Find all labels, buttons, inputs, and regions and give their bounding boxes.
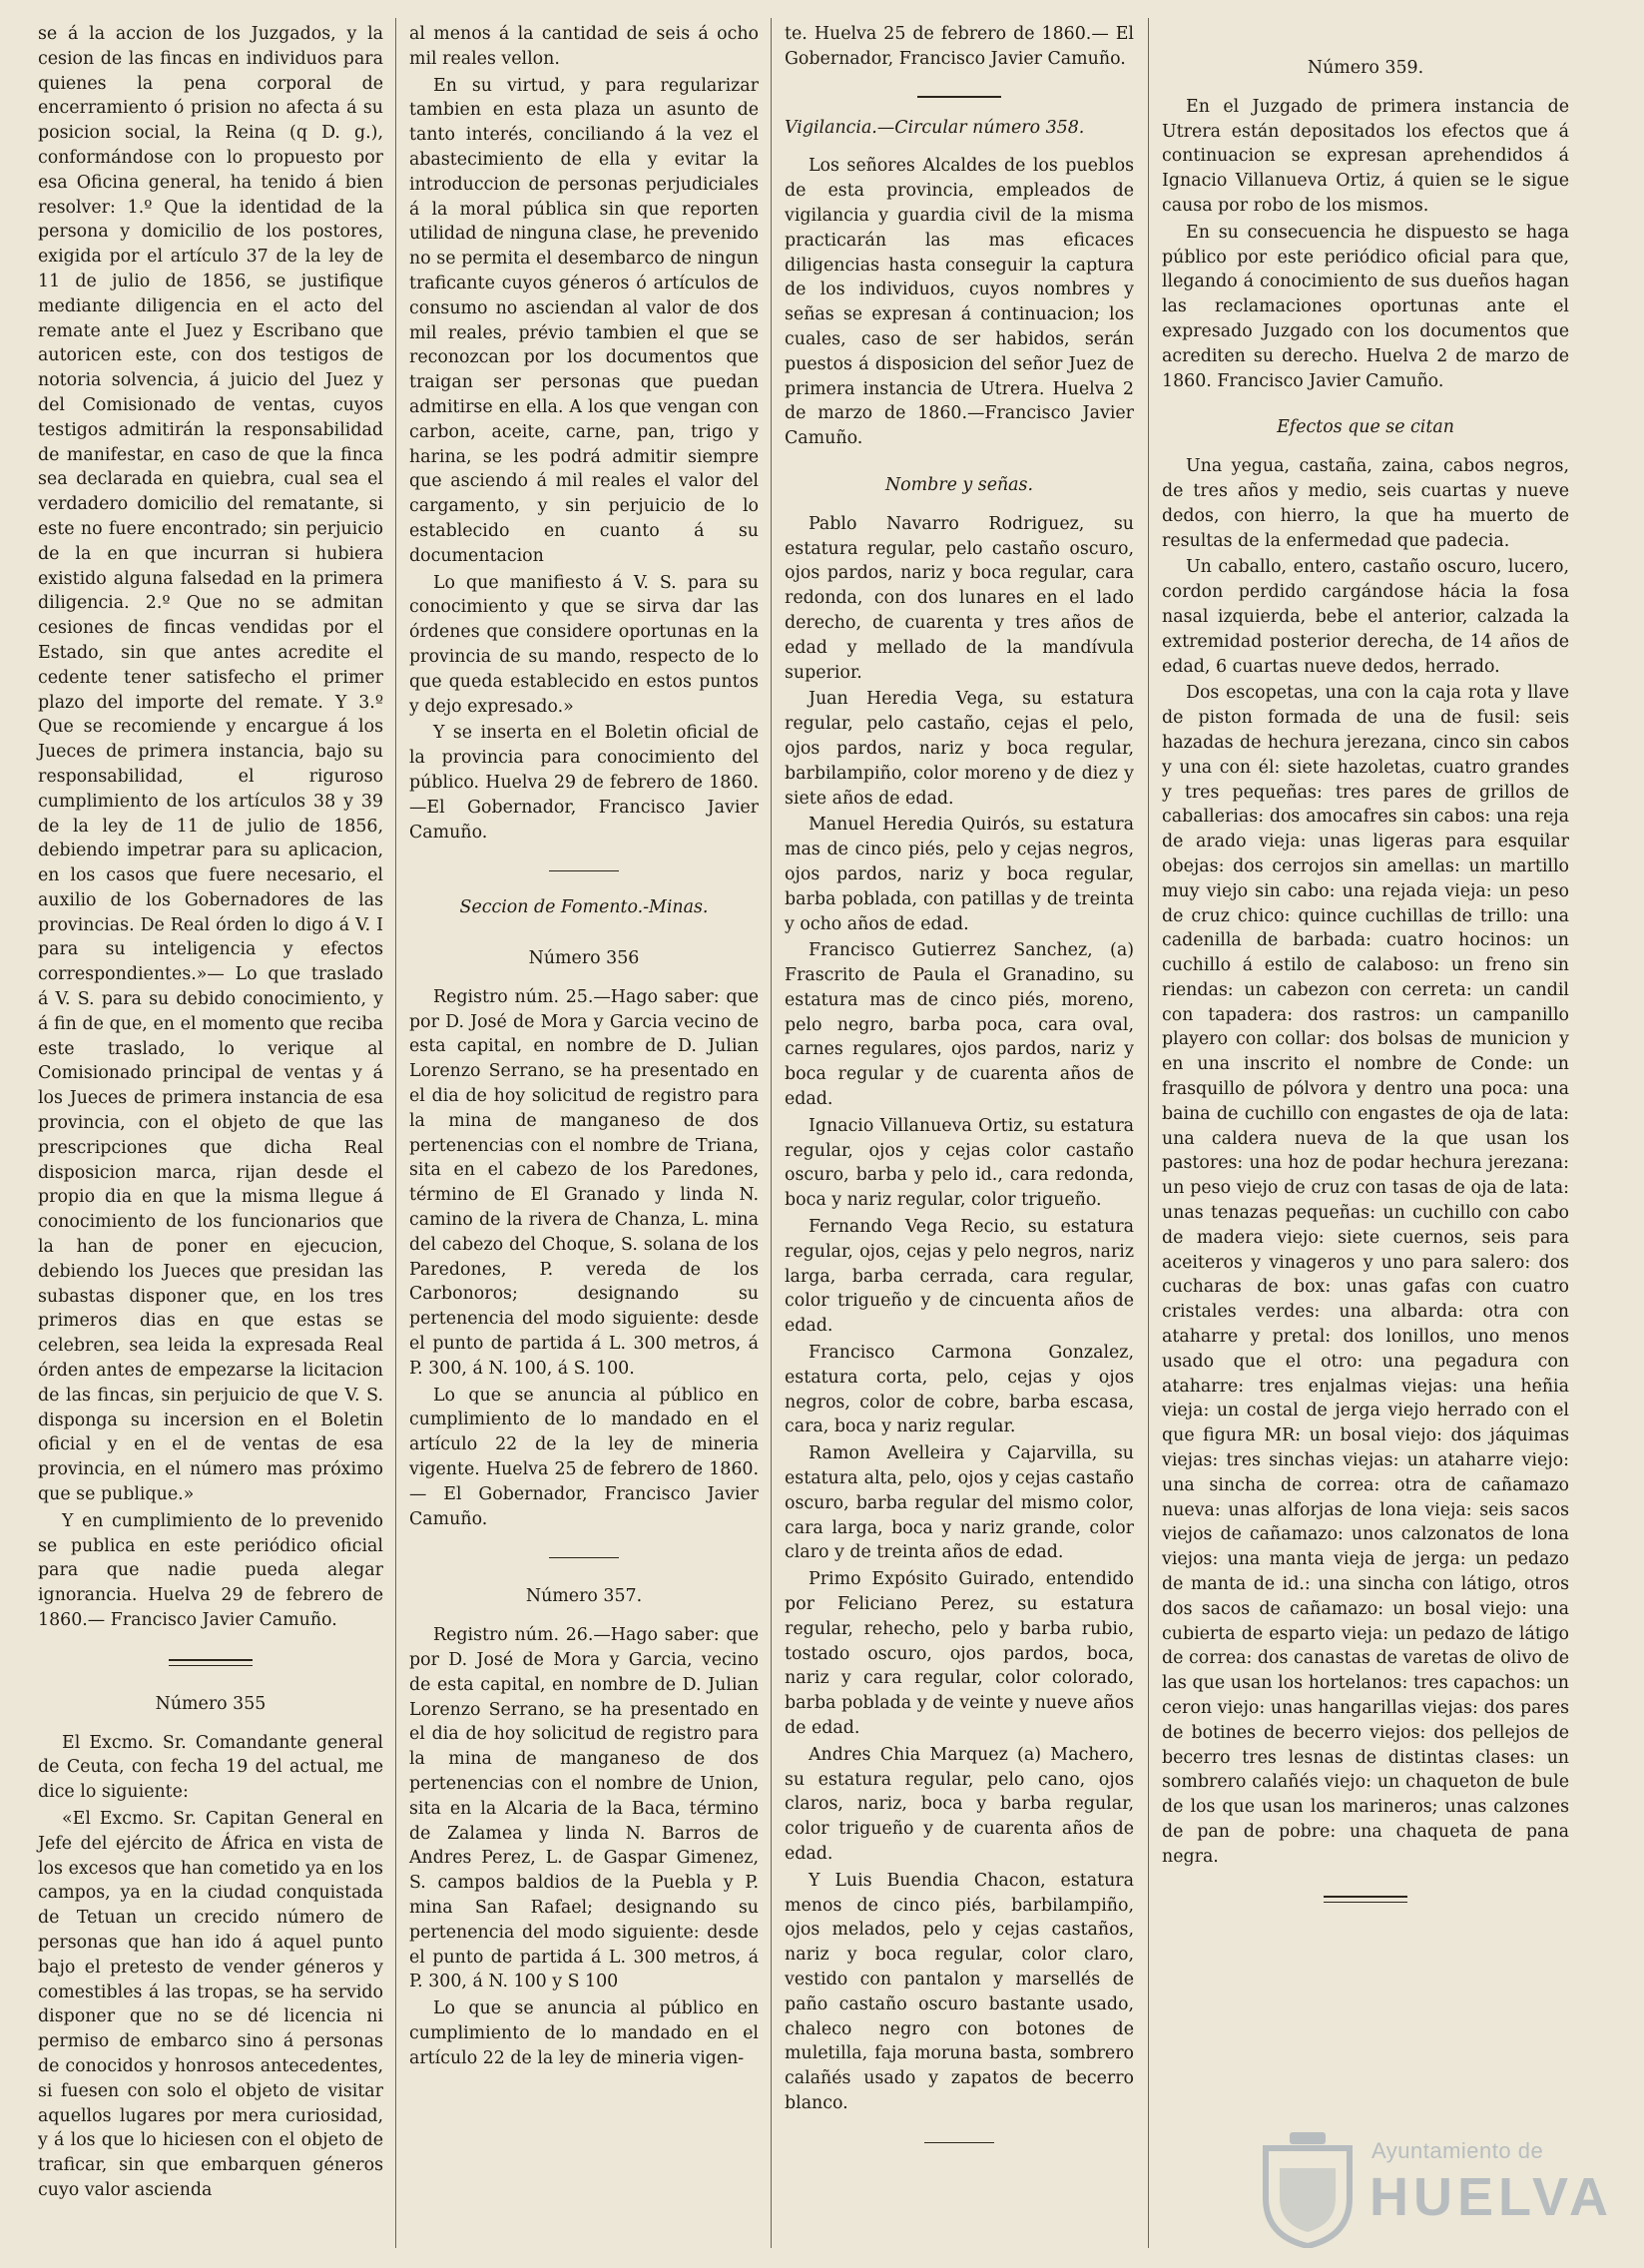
section-title: Vigilancia.—Circular número 358.	[785, 117, 1085, 138]
column-3	[785, 22, 1134, 2167]
article-paragraph: En su consecuencia he dispuesto se haga público por este periódico oficial para que, llegando á conocimiento de sus dueños hagan las reclamaciones oportunas ante el expresado Juzgado con los documentos que acrediten su derecho. Huelva 2 de marzo de 1860. Francisco Javier Camuño.	[1162, 222, 1569, 391]
column-divider	[1148, 18, 1149, 2248]
column-divider	[395, 18, 396, 2248]
article-paragraph: Lo que se anuncia al público en cumplimiento de lo mandado en el artículo 22 de la ley de mineria vigente. Huelva 25 de febrero de 1860.— El Gobernador, Francisco Javier Camuño.	[409, 1385, 759, 1529]
column-1	[38, 22, 383, 2205]
separator	[1324, 1896, 1407, 1903]
section-heading: Número 355	[155, 1693, 267, 1714]
list-item: Francisco Gutierrez Sanchez, (a) Frascrito de Paula el Granadino, su estatura mas de cinco piés, moreno, pelo negro, barba poca, cara oval, carnes regulares, ojos pardos, nariz y boca regular y de cuarenta años de edad.	[785, 940, 1134, 1110]
list-item: Dos escopetas, una con la caja rota y llave de piston formada de una de fusil: seis hazadas de hechura jerezana, cinco sin cabos y una con él: siete hazoletas, cuatro grandes y tres pequeñas: tres pares de grillos de caballerias: dos amocafres sin cabos: una reja de arado vieja: unas ligeras para esquilar obejas: dos cerrojos sin amellas: un martillo muy viejo sin cabo: una rejada vieja: un peso de cruz chico: quince cuchillas de trillo: una cadenilla de barbada: cuatro hocinos: un cuchillo á estilo de calaboso: un freno sin riendas: un cabezon con cerreta: un candil con tapadera: dos rastros: un campanillo playero con collar: dos bolsas de municion y en una inscrito el nombre de Conde: un frasquillo de pólvora y dentro una poca: una baina de cuchillo con engastes de oja de lata: una caldera nueva de la que usan los pastores: una hoz de podar hechura jerezana: un peso viejo de cruz con tasas de oja de lata: unas tenazas pequeñas: un cuchillo con cabo de madera viejo: siete cuernos, seis para aceiteros y vinageros y uno para salero: dos cucharas de box: unas gafas con cuatro cristales verdes: una albarda: otra con ataharre y pretal: dos lonillos, uno menos usado que el otro: una pegadura con ataharre: tres enjalmas viejas: una heñia vieja: un costal de jerga viejo herrado con el que figura MR: un bosal viejo: dos jáquimas viejas: tres sinchas viejas: un ataharre viejo: una sincha de correa: otra de cañamazo nueva: unas alforjas de lona vieja: seis sacos viejos de cañamazo: unos calzonatos de lona viejos: una manta vieja de jerga: un pedazo de manta de id.: una sincha con látigo, otros dos sacos de cañamazo: un bosal viejo: una cubierta de esparto vieja: un pedazo de látigo de correa: dos canastas de varetas de olivo de las que usan los hortelanos: tres capachos: un ceron viejo: unas hangarillas viejas: dos pares de botines de becerro viejos: dos pellejos de becerro tres lesnas de distintas clases: un sombrero calañés viejo: un chaqueton de bule de los que usan los marineros; unas calzones de pan de pobre: una chaqueta de pana negra.	[1162, 683, 1569, 1867]
article-paragraph: Registro núm. 25.—Hago saber: que por D. José de Mora y Garcia vecino de esta capital, en nombre de D. Julian Lorenzo Serrano, se ha presentado en el dia de hoy solicitud de registro para la mina de manganeso de dos pertenencias con el nombre de Triana, sita en el cabezo de los Paredones, término de El Granado y linda N. camino de la rivera de Chanza, L. mina del cabezo del Choque, S. solana de los Paredones, P. vereda de los Carbonoros; designando su pertenencia del modo siguiente: desde el punto de partida á L. 300 metros, á P. 300, á N. 100, á S. 100.	[409, 986, 759, 1379]
article-paragraph: Y se inserta en el Boletin oficial de la provincia para conocimiento del público. Huelva 29 de febrero de 1860. —El Gobernador, Francisco Javier Camuño.	[409, 723, 759, 843]
article-paragraph: Registro núm. 26.—Hago saber: que por D. José de Mora y Garcia, vecino de esta capital, en nombre de D. Julian Lorenzo Serrano, se ha presentado en el dia de hoy solicitud de registro para la mina de manganeso de dos pertenencias con el nombre de Union, sita en la Alcaria de la Baca, término de Zalamea y linda N. Barros de Andres Perez, L. de Gaspar Gimenez, S. campos baldios de la Puebla y P. mina San Rafael; designando su pertenencia del modo siguiente: desde el punto de partida á L. 300 metros, á P. 300, á N. 100 y S 100	[409, 1625, 759, 1992]
list-item: Ramon Avelleira y Cajarvilla, su estatura alta, pelo, ojos y cejas castaño oscuro, barba regular del mismo color, cara larga, boca y nariz grande, color claro y de treinta años de edad.	[785, 1443, 1134, 1563]
ayuntamiento-logo	[1260, 2128, 1613, 2254]
section-title: Seccion de Fomento.-Minas.	[459, 897, 709, 918]
article-paragraph: Los señores Alcaldes de los pueblos de esta provincia, empleados de vigilancia y guardia civil de la misma practicarán las mas eficaces diligencias hasta conseguir la captura de los individuos, cuyos nombres y señas se expresan á continuacion; los cuales, caso de ser habidos, serán puestos á disposicion del señor Juez de primera instancia de Utrera. Huelva 2 de marzo de 1860.—Francisco Javier Camuño.	[785, 156, 1134, 449]
article-paragraph: En su virtud, y para regularizar tambien en esta plaza un asunto de tanto interés, conciliando á la vez el abastecimiento de ella y evitar la introduccion de personas perjudiciales á la moral pública sin que reporten utilidad de ninguna clase, he prevenido no se permita el desembarco de ningun traficante cuyos géneros ó artículos de consumo no asciendan al valor de dos mil reales, prévio tambien el que se reconozcan por los documentos que traigan ser personas que puedan admitirse en ella. A los que vengan con carbon, aceite, carne, pan, trigo y harina, se les podrá admitir siempre que asciendo á mil reales el valor del cargamento, y sin perjuicio de lo establecido en cuanto á su documentacion	[409, 75, 759, 566]
article-paragraph: Lo que se anuncia al público en cumplimiento de lo mandado en el artículo 22 de la ley de mineria vigen-	[409, 1998, 759, 2068]
separator	[549, 870, 619, 871]
column-4	[1162, 22, 1569, 1923]
column-2	[409, 22, 759, 2073]
separator	[917, 96, 1001, 98]
article-paragraph: «El Excmo. Sr. Capitan General en Jefe del ejército de África en vista de los excesos que han cometido ya en los campos, ya en la ciudad conquistada de Tetuan un crecido número de personas que han ido á aquel punto bajo el pretesto de vender géneros y comestibles á las tropas, se ha servido disponer que no se dé licencia ni permiso de embarco sino á personas de conocidos y honrosos antecedentes, si fuesen con solo el objeto de visitar aquellos lugares por mera curiosidad, y á los que lo hiciesen con el objeto de traficar, sin que embarquen géneros cuyo valor ascienda	[38, 1808, 383, 2200]
article-paragraph: al menos á la cantidad de seis á ocho mil reales vellon.	[409, 24, 759, 69]
list-item: Un caballo, entero, castaño oscuro, lucero, cordon perdido cargándose hácia la fosa nasal izquierda, bebe el anterior, calzada la extremidad posterior derecha, de 14 años de edad, 6 cuartas nueve dedos, herrado.	[1162, 557, 1569, 677]
list-item: Andres Chia Marquez (a) Machero, su estatura regular, pelo cano, ojos claros, nariz, boca y barba regular, color trigueño y de cuarenta años de edad.	[785, 1744, 1134, 1864]
article-paragraph: Y en cumplimiento de lo prevenido se publica en este periódico oficial para que nadie pueda alegar ignorancia. Huelva 29 de febrero de 1860.— Francisco Javier Camuño.	[38, 1510, 383, 1630]
list-item: Una yegua, castaña, zaina, cabos negros, de tres años y medio, seis cuartas y nueve dedos, con hierro, la que ha muerto de resultas de la enfermedad que padecia.	[1162, 456, 1569, 551]
section-heading: Número 359.	[1307, 58, 1424, 78]
list-item: Pablo Navarro Rodriguez, su estatura regular, pelo castaño oscuro, ojos pardos, nariz y boca regular, cara redonda, con dos lunares en el lado derecho, de cuarenta y tres años de edad y mellado de la mandívula superior.	[785, 513, 1134, 683]
list-item: Francisco Carmona Gonzalez, estatura corta, pelo, cejas y ojos negros, color de cobre, barba escasa, cara, boca y nariz regular.	[785, 1343, 1134, 1437]
column-divider	[771, 18, 772, 2248]
watermark-title: HUELVA	[1370, 2167, 1613, 2227]
list-item: Juan Heredia Vega, su estatura regular, pelo castaño, cejas el pelo, ojos pardos, nariz y boca regular, barbilampiño, color moreno y de diez y siete años de edad.	[785, 689, 1134, 809]
list-item: Fernando Vega Recio, su estatura regular, ojos, cejas y pelo negros, nariz larga, barba cerrada, cara regular, color trigueño y de cincuenta años de edad.	[785, 1217, 1134, 1337]
list-item: Primo Expósito Guirado, entendido por Feliciano Perez, su estatura regular, rehecho, pelo y barba rubio, tostado oscuro, ojos pardos, boca, nariz y cara regular, color colorado, barba poblada y de veinte y nueve años de edad.	[785, 1569, 1134, 1738]
list-item: Ignacio Villanueva Ortiz, su estatura regular, ojos y cejas color castaño oscuro, barba y pelo id., cara redonda, boca y nariz regular, color trigueño.	[785, 1115, 1134, 1211]
article-paragraph: Lo que manifiesto á V. S. para su conocimiento y que se sirva dar las órdenes que considere oportunas en la provincia de su mando, respecto de lo que queda establecido en estos puntos y dejo expresado.»	[409, 572, 759, 717]
list-item: Y Luis Buendia Chacon, estatura menos de cinco piés, barbilampiño, ojos melados, pelo y cejas castaños, nariz y boca regular, color claro, vestido con pantalon y marsellés de paño castaño oscuro bastante usado, chaleco negro con botones de muletilla, faja moruna basta, sombrero calañés usado y zapatos de becerro blanco.	[785, 1870, 1134, 2113]
section-heading: Número 356	[528, 948, 640, 969]
article-paragraph: El Excmo. Sr. Comandante general de Ceuta, con fecha 19 del actual, me dice lo siguiente:	[38, 1732, 383, 1803]
article-paragraph: te. Huelva 25 de febrero de 1860.— El Gobernador, Francisco Javier Camuño.	[785, 24, 1134, 69]
separator	[169, 1659, 253, 1666]
article-paragraph: se á la accion de los Juzgados, y la cesion de las fincas en individuos para quienes la pena corporal de encerramiento ó prision no afecta á su posicion social, la Reina (q D. g.), conformándose con lo propuesto por esa Oficina general, ha tenido á bien resolver: 1.º Que la identidad de la persona y domicilio de los postores, exigida por el artículo 37 de la ley de 11 de julio de 1856, se justifique mediante diligencia en el acto del remate ante el Juez y Escribano que autoricen este, con dos testigos de notoria solvencia, á juicio del Juez y del Comisionado de ventas, cuyos testigos admitirán la responsabilidad de manifestar, en caso de que la finca sea declarada en quiebra, cual sea el verdadero domicilio del rematante, si este no fuere encontrado; sin perjuicio de la en que incurran si hubiera existido alguna falsedad en la primera diligencia. 2.º Que no se admitan cesiones de fincas vendidas por el Estado, sin que antes acredite el cedente tener satisfecho el primer plazo del importe del remate. Y 3.º Que se recomiende y encargue á los Jueces de primera instancia, bajo su responsabilidad, el riguroso cumplimiento de los artículos 38 y 39 de la ley de 11 de julio de 1856, debiendo impetrar para su aplicacion, en los casos que fuere necesario, el auxilio de los Gobernadores de las provincias. De Real órden lo digo á V. I para su inteligencia y efectos correspondientes.»— Lo que traslado á V. S. para su debido conocimiento, y á fin de que, en el momento que reciba este traslado, lo verique al Comisionado principal de ventas y á los Jueces de primera instancia de esa provincia, con el objeto de que las prescripciones que dicha Real disposicion marca, rijan desde el propio dia en que la misma llegue á conocimiento de los funcionarios que la han de poner en ejecucion, debiendo los Jueces que presidan las subastas disponer que, en los tres primeros dias en que estas se celebren, sea leida la expresada Real órden antes de empezarse la licitacion de las fincas, sin perjuicio de que V. S. disponga su incersion en el Boletin oficial y en el de ventas de esa provincia, en el número mas próximo que se publique.»	[38, 24, 383, 1505]
article-paragraph: En el Juzgado de primera instancia de Utrera están depositados los efectos que á continuacion se expresan aprehendidos á Ignacio Villanueva Ortiz, á quien se le sigue causa por robo de los mismos.	[1162, 96, 1569, 216]
section-title: Nombre y señas.	[884, 474, 1034, 495]
section-title: Efectos que se citan	[1277, 417, 1454, 438]
crest-icon	[1260, 2128, 1356, 2248]
section-heading: Número 357.	[525, 1586, 643, 1607]
separator	[549, 1557, 619, 1558]
list-item: Manuel Heredia Quirós, su estatura mas de cinco piés, pelo y cejas negros, ojos pardos, nariz y boca regular, barba poblada, con patillas y de treinta y ocho años de edad.	[785, 815, 1134, 934]
watermark-subtitle: Ayuntamiento de	[1371, 2138, 1544, 2163]
separator	[924, 2142, 994, 2143]
